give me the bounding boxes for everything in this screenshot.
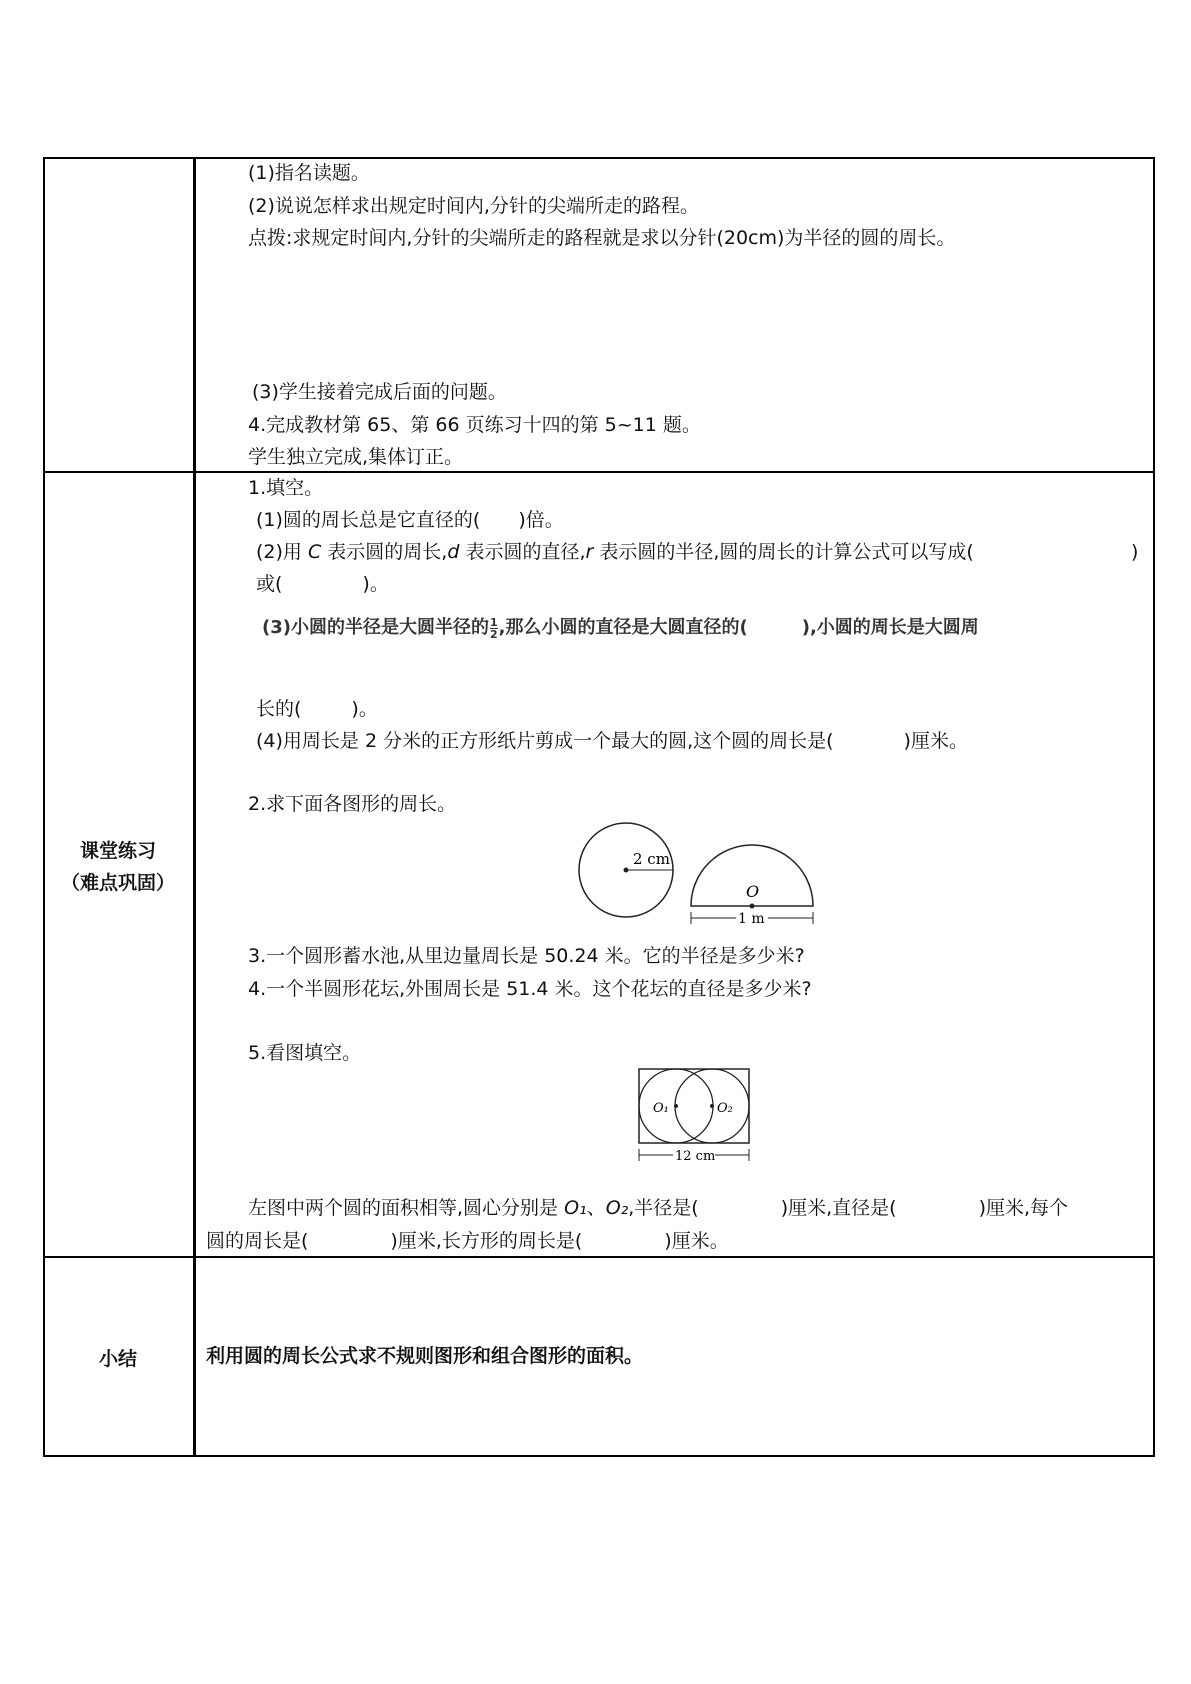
q5-text-e: 圆的周长是(	[206, 1230, 309, 1252]
q5-text-c: )厘米,直径是(	[780, 1197, 897, 1219]
right-center-dot	[710, 1104, 714, 1108]
top-task4-note: 学生独立完成,集体订正。	[248, 446, 464, 468]
table-border-left	[43, 157, 45, 1457]
fill-1-text-a: (1)圆的周长总是它直径的(	[256, 509, 481, 531]
q5-o2: O₂	[605, 1197, 629, 1219]
question-5-line-1	[248, 1196, 1068, 1220]
fill-3-text-e: )。	[351, 698, 378, 720]
q5-text-g: )厘米。	[664, 1230, 729, 1252]
fill-2-text-g: )。	[362, 573, 389, 595]
practice-label-line1: 课堂练习	[79, 840, 156, 862]
fill-item-2	[256, 540, 974, 564]
fill-item-4	[256, 729, 968, 753]
question-3: 3.一个圆形蓄水池,从里边量周长是 50.24 米。它的半径是多少米?	[248, 945, 805, 967]
top-hint: 点拨:求规定时间内,分针的尖端所走的路程就是求以分针(20cm)为半径的圆的周长。	[248, 227, 956, 249]
q5-o1: O₁	[564, 1197, 587, 1219]
summary-label: 小结	[98, 1348, 137, 1370]
table-border-top	[43, 157, 1155, 159]
perimeter-figures	[576, 820, 826, 930]
top-q1: (1)指名读题。	[248, 162, 370, 184]
fill-2-text-c: 表示圆的直径,	[459, 541, 586, 563]
row-divider-2	[43, 1256, 1155, 1258]
fill-1-text-b: )倍。	[518, 509, 564, 531]
semicircle-center-dot	[750, 904, 755, 909]
fill-title: 1.填空。	[248, 477, 324, 499]
fraction-half	[490, 617, 498, 640]
left-center-label: O₁	[653, 1101, 669, 1116]
practice-label-line2: （难点巩固）	[60, 872, 175, 894]
fill-2-var-c: C	[307, 541, 322, 563]
question-4: 4.一个半圆形花坛,外围周长是 51.4 米。这个花坛的直径是多少米?	[248, 978, 812, 1000]
table-border-bottom	[43, 1455, 1155, 1457]
top-task4: 4.完成教材第 65、第 66 页练习十四的第 5~11 题。	[248, 414, 701, 436]
fill-2-text-f: 或(	[256, 573, 283, 595]
fill-2-var-r: r	[585, 541, 594, 563]
perimeter-title: 2.求下面各图形的周长。	[248, 793, 457, 815]
fraction-denominator: 2	[489, 627, 498, 641]
fill-item-2-cont	[256, 572, 389, 596]
fill-2-var-d: d	[447, 541, 460, 563]
fill-3-text-a: (3)小圆的半径是大圆半径的	[262, 617, 489, 638]
circle-radius-label: 2 cm	[633, 850, 670, 868]
right-center-label: O₂	[717, 1101, 733, 1116]
fill-3-text-c: ),小圆的周长是大圆周	[801, 617, 979, 638]
q5-text-d: )厘米,每个	[978, 1197, 1069, 1219]
question-5-title: 5.看图填空。	[248, 1042, 362, 1064]
q5-text-b: ,半径是(	[628, 1197, 699, 1219]
left-center-dot	[674, 1104, 678, 1108]
fill-2-text-a: (2)用	[256, 541, 308, 563]
fill-3-text-b: ,那么小圆的直径是大圆直径的(	[498, 617, 748, 638]
column-divider	[193, 157, 196, 1457]
fill-2-text-d: 表示圆的半径,圆的周长的计算公式可以写成(	[593, 541, 974, 563]
rect-width-label: 12 cm	[675, 1149, 716, 1164]
fill-item-1	[256, 508, 564, 532]
fill-4-text-a: (4)用周长是 2 分米的正方形纸片剪成一个最大的圆,这个圆的周长是(	[256, 730, 834, 752]
fill-item-3-cont	[256, 697, 378, 721]
top-q3: (3)学生接着完成后面的问题。	[252, 381, 507, 403]
q5-sep: 、	[586, 1197, 606, 1219]
row-divider-1	[43, 471, 1155, 473]
summary-text: 利用圆的周长公式求不规则图形和组合图形的面积。	[206, 1345, 644, 1367]
table-border-right	[1153, 157, 1155, 1457]
fill-item-3	[262, 616, 979, 640]
semicircle-width-label: 1 m	[738, 911, 765, 927]
fill-4-text-b: )厘米。	[903, 730, 968, 752]
fill-2-text-b: 表示圆的周长,	[321, 541, 448, 563]
question-5-line-2	[206, 1229, 729, 1253]
semicircle-center-label: O	[746, 882, 760, 901]
top-q2: (2)说说怎样求出规定时间内,分针的尖端所走的路程。	[248, 195, 699, 217]
fraction-numerator: 1	[489, 615, 498, 629]
fill-3-text-d: 长的(	[256, 698, 302, 720]
fill-2-close: )	[1131, 541, 1139, 563]
q5-text-a: 左图中两个圆的面积相等,圆心分别是	[248, 1197, 565, 1219]
two-circles-figure	[636, 1066, 756, 1166]
q5-text-f: )厘米,长方形的周长是(	[390, 1230, 583, 1252]
